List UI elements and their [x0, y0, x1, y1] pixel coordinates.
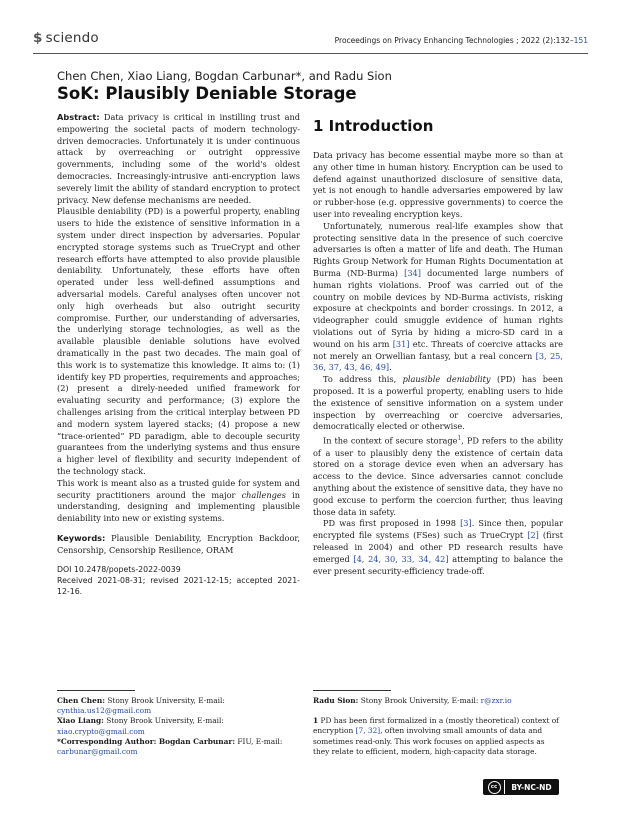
section-heading: 1 Introduction [313, 117, 434, 135]
affiliation-chen: Chen Chen: Stony Brook University, E-mail: cynthia.us12@gmail.com [57, 696, 225, 716]
abstract-column [57, 112, 300, 597]
introduction-column [313, 150, 563, 577]
article-meta [57, 564, 300, 597]
page-header [33, 30, 588, 52]
citation-link[interactable]: [31] [392, 338, 410, 349]
email-link[interactable]: xiao.crypto@gmail.com [57, 726, 145, 736]
intro-paragraph-4: In the context of secure storage$^1$, PD refers to the ability of a user to plausibly deny the existence of certain data stored on a storage device even when an adversary has access to the device. Since adversaries cannot conclude anything about the existence of sensitive data, they have no good excuse to perform the coercion further, thus leaving those data in safety. [313, 435, 564, 517]
footnote-marker[interactable]: 1 [457, 435, 462, 443]
journal-pages-link[interactable]: 151 [573, 36, 588, 45]
citation-link[interactable]: [3] [460, 518, 472, 529]
abstract-paragraph-2: Plausible deniability (PD) is a powerful property, enabling users to hide the existence of sensitive information in a system under direct inspection by adversaries. Popular encrypted storage systems such as TrueCrypt and other research efforts have attempted to also provide plausible deniability. Unfortunately, these efforts have often operated under less well-defined assumptions and adversarial models. Careful analyses often uncover not only high overheads but also outright security compromise. Further, our understanding of adversaries, the underlying storage technologies, as well as the available plausible deniable solutions have evolved dramatically in the past two decades. The main goal of this work is to systematize this knowledge. It aims to: (1) identify key PD properties, requirements and approaches; (2) present a direly-needed unified framework for evaluating security and performance; (3) explore the challenges arising from the critical interplay between PD and modern system layered stacks; (4) propose a new “trace-oriented” PD paradigm, able to decouple security guarantees from the underlying systems and thus ensure a higher level of flexibility and security independent of the technology stack. [57, 206, 300, 476]
abstract-paragraph-1: Abstract: Data privacy is critical in instilling trust and empowering the societal pacts of modern technology-driven democracies. Unfortunately it is under continuous attack by overreaching or outright oppressive governments, including some of the world's oldest democracies. Increasingly-intrusive anti-encryption laws severely limit the ability of standard encryption to protect privacy. New defense mechanisms are needed. [57, 112, 300, 205]
keywords: Keywords: Plausible Deniability, Encryption Backdoor, Censorship, Censorship Resilience, ORAM [57, 532, 300, 555]
doi: DOI 10.2478/popets-2022-0039 [57, 565, 181, 575]
license-text: BY-NC-ND [505, 780, 558, 794]
citation-link[interactable]: [2] [527, 530, 539, 541]
intro-paragraph-1: Data privacy has become essential maybe more so than at any other time in human history. Encryption can be used to defend against unauthorized disclosure of sensitive data, yet is not enough to handle adversaries empowered by law or rubber-hose (e.g. oppressive governments) to coerce the user into revealing encryption keys. [313, 150, 563, 219]
journal-name: Proceedings on Privacy Enhancing Technologies ; 2022 (2):132– [334, 36, 574, 45]
email-link[interactable]: carbunar@gmail.com [57, 747, 138, 757]
sciendo-logo-icon: $ [33, 30, 43, 46]
affiliation-carbunar: *Corresponding Author: Bogdan Carbunar: FIU, E-mail: carbunar@gmail.com [57, 736, 283, 757]
creative-commons-icon: cc [484, 780, 504, 794]
affiliation-sion: Radu Sion: Stony Brook University, E-mail: r@zxr.io [313, 696, 512, 705]
received-dates: Received 2021-08-31; revised 2021-12-15; accepted 2021-12-16. [57, 576, 300, 597]
author-affiliations-left [57, 696, 300, 757]
footnote-1: 1 PD has been first formalized in a (mostly theoretical) context of encryption [7, 32], often involving small amounts of data and sometimes read-only. This work focuses on applied aspects as they relate to efficient, modern, high-capacity data storage. [313, 716, 559, 756]
license-badge[interactable] [483, 779, 559, 795]
citation-link[interactable]: [4, 24, 30, 33, 34, 42] [353, 553, 449, 564]
abstract-paragraph-3: This work is meant also as a trusted guide for system and security practitioners around the major challenges in understanding, designing and implementing plausible deniability into new or existing systems. [57, 477, 300, 524]
affiliation-liang: Xiao Liang: Stony Brook University, E-mail: xiao.crypto@gmail.com [57, 716, 224, 736]
intro-paragraph-2: Unfortunately, numerous real-life examples show that protecting sensitive data in the presence of such coercive adversaries is often a matter of life and death. The Human Rights Group Network for Human Rights Documentation at Burma (ND-Burma) [34] documented large numbers of human rights violations. Proof was carried out of the country on mobile devices by ND-Burma activists, risking exposure at checkpoints and border crossings. In 2012, a videographer could smuggle evidence of human rights violations out of Syria by hiding a micro-SD card in a wound on his arm [31] etc. Threats of coercive attacks are not merely an Orwellian fantasy, but a real concern [3, 25, 36, 37, 43, 46, 49]. [313, 220, 563, 373]
paper-title: SoK: Plausibly Deniable Storage [57, 84, 357, 103]
author-affiliations-right [313, 696, 563, 757]
intro-paragraph-3: To address this, plausible deniability (PD) has been proposed. It is a powerful property, enabling users to hide the existence of sensitive information on a system under inspection by overreaching or coercive adversaries, democratically elected or otherwise. [313, 374, 563, 432]
journal-citation [335, 36, 588, 45]
header-rule [33, 53, 588, 54]
publisher-logo [33, 30, 99, 46]
keywords-label: Keywords: [57, 532, 106, 543]
footnote-rule-left [57, 690, 135, 691]
citation-link[interactable]: [7, 32] [355, 726, 381, 736]
email-link[interactable]: cynthia.us12@gmail.com [57, 706, 152, 716]
author-list: Chen Chen, Xiao Liang, Bogdan Carbunar*, and Radu Sion [57, 69, 392, 83]
intro-paragraph-5: PD was first proposed in 1998 [3]. Since then, popular encrypted file systems (FSes) such as TrueCrypt [2] (first released in 2004) and other PD research results have emerged [4, 24, 30, 33, 34, 42] attempting to balance the ever present security-efficiency trade-off. [313, 518, 563, 576]
abstract-label: Abstract: [57, 112, 100, 122]
citation-link[interactable]: [3, 25, 36, 37, 43, 46, 49] [313, 350, 563, 373]
publisher-name: sciendo [45, 30, 99, 46]
email-link[interactable]: r@zxr.io [480, 696, 512, 705]
footnote-rule-right [313, 690, 391, 691]
citation-link[interactable]: [34] [404, 267, 421, 278]
